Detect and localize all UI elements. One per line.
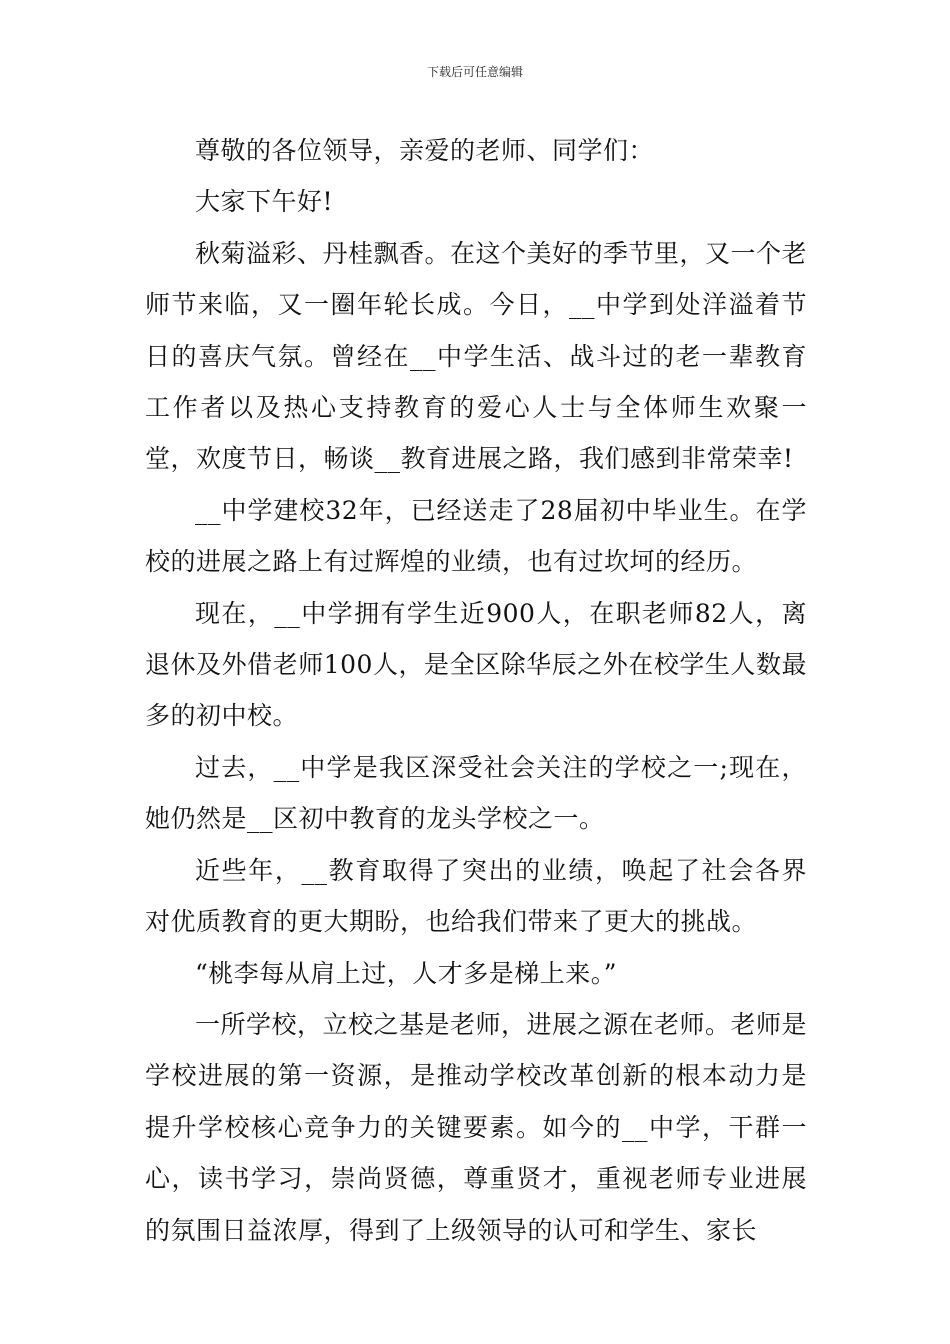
paragraph-teachers: 一所学校，立校之基是老师，进展之源在老师。老师是学校进展的第一资源，是推动学校改革创新的根本动力是提升学校核心竞争力的关键要素。如今的__中学，干群一心，读书学习，崇尚贤德，尊重贤才，重视老师专业进展的氛围日益浓厚，得到了上级领导的认可和学生、家长 bbox=[145, 1009, 808, 1245]
page-header: 下载后可任意编辑 bbox=[426, 65, 523, 79]
greeting: 大家下午好! bbox=[195, 187, 334, 217]
paragraph-recent: 近些年，__教育取得了突出的业绩，唤起了社会各界对优质教育的更大期盼，也给我们带来了更大的挑战。 bbox=[145, 855, 807, 937]
paragraph-history: __中学建校32年，已经送走了28届初中毕业生。在学校的进展之路上有过辉煌的业绩，也有过坎坷的经历。 bbox=[145, 495, 807, 577]
paragraph-present: 现在，__中学拥有学生近900人，在职老师82人，离退休及外借老师100人，是全区除华辰之外在校学生人数最多的初中校。 bbox=[145, 598, 807, 731]
paragraph-festival: 秋菊溢彩、丹桂飘香。在这个美好的季节里，又一个老师节来临，又一圈年轮长成。今日，__中学到处洋溢着节日的喜庆气氛。曾经在__中学生活、战斗过的老一辈教育工作者以及热心支持教育的爱心人士与全体师生欢聚一堂，欢度节日，畅谈__教育进展之路，我们感到非常荣幸! bbox=[145, 238, 808, 474]
paragraph-past: 过去，__中学是我区深受社会关注的学校之一;现在，她仍然是__区初中教育的龙头学校之一。 bbox=[145, 752, 807, 834]
quote: “桃李每从肩上过，人才多是梯上来。” bbox=[195, 958, 618, 988]
document-body bbox=[145, 125, 807, 1256]
salutation: 尊敬的各位领导，亲爱的老师、同学们： bbox=[195, 136, 655, 165]
